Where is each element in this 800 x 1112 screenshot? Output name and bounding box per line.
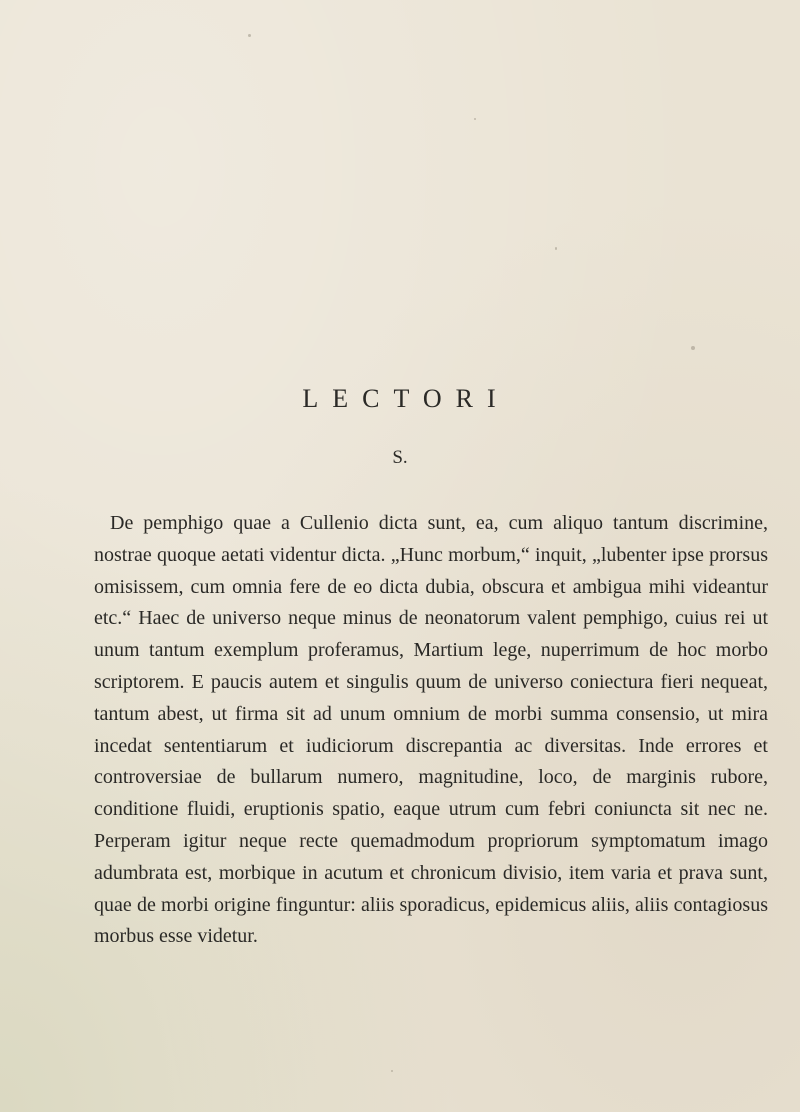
paper-speck	[248, 34, 251, 37]
paper-speck	[691, 346, 695, 350]
salutation: S.	[392, 447, 408, 468]
paper-speck	[555, 247, 557, 250]
heading: LECTORI	[302, 384, 510, 413]
paper-speck	[474, 118, 476, 120]
paper-speck	[391, 1070, 393, 1072]
body-paragraph: De pemphigo quae a Cullenio dicta sunt, ea, cum aliquo tantum discrimine, nostrae quoque aetati videntur dicta. „Hunc morbum,“ inquit, „lubenter ipse prorsus omisissem, cum omnia fere de eo dicta dubia, obscura et ambigua mihi videantur etc.“ Haec de universo neque minus de neonatorum valent pemphigo, cuius rei ut unum tantum exemplum proferamus, Martium lege, nuperrimum de hoc morbo scriptorem. E paucis autem et singulis quum de universo coniectura fieri nequeat, tantum abest, ut firma sit ad unum omnium de morbi summa consensio, ut mira incedat sententiarum et iudiciorum discrepantia ac diversitas. Inde errores et controversiae de bullarum numero, magnitudine, loco, de marginis rubore, conditione fluidi, eruptionis spatio, eaque utrum cum febri coniuncta sit nec ne. Perperam igitur neque recte quemadmodum propriorum symptomatum imago adumbrata est, morbique in acutum et chronicum divisio, item varia et prava sunt, quae de morbi origine finguntur: aliis sporadicus, epidemicus aliis, aliis contagiosus morbus esse videtur.	[94, 512, 768, 948]
